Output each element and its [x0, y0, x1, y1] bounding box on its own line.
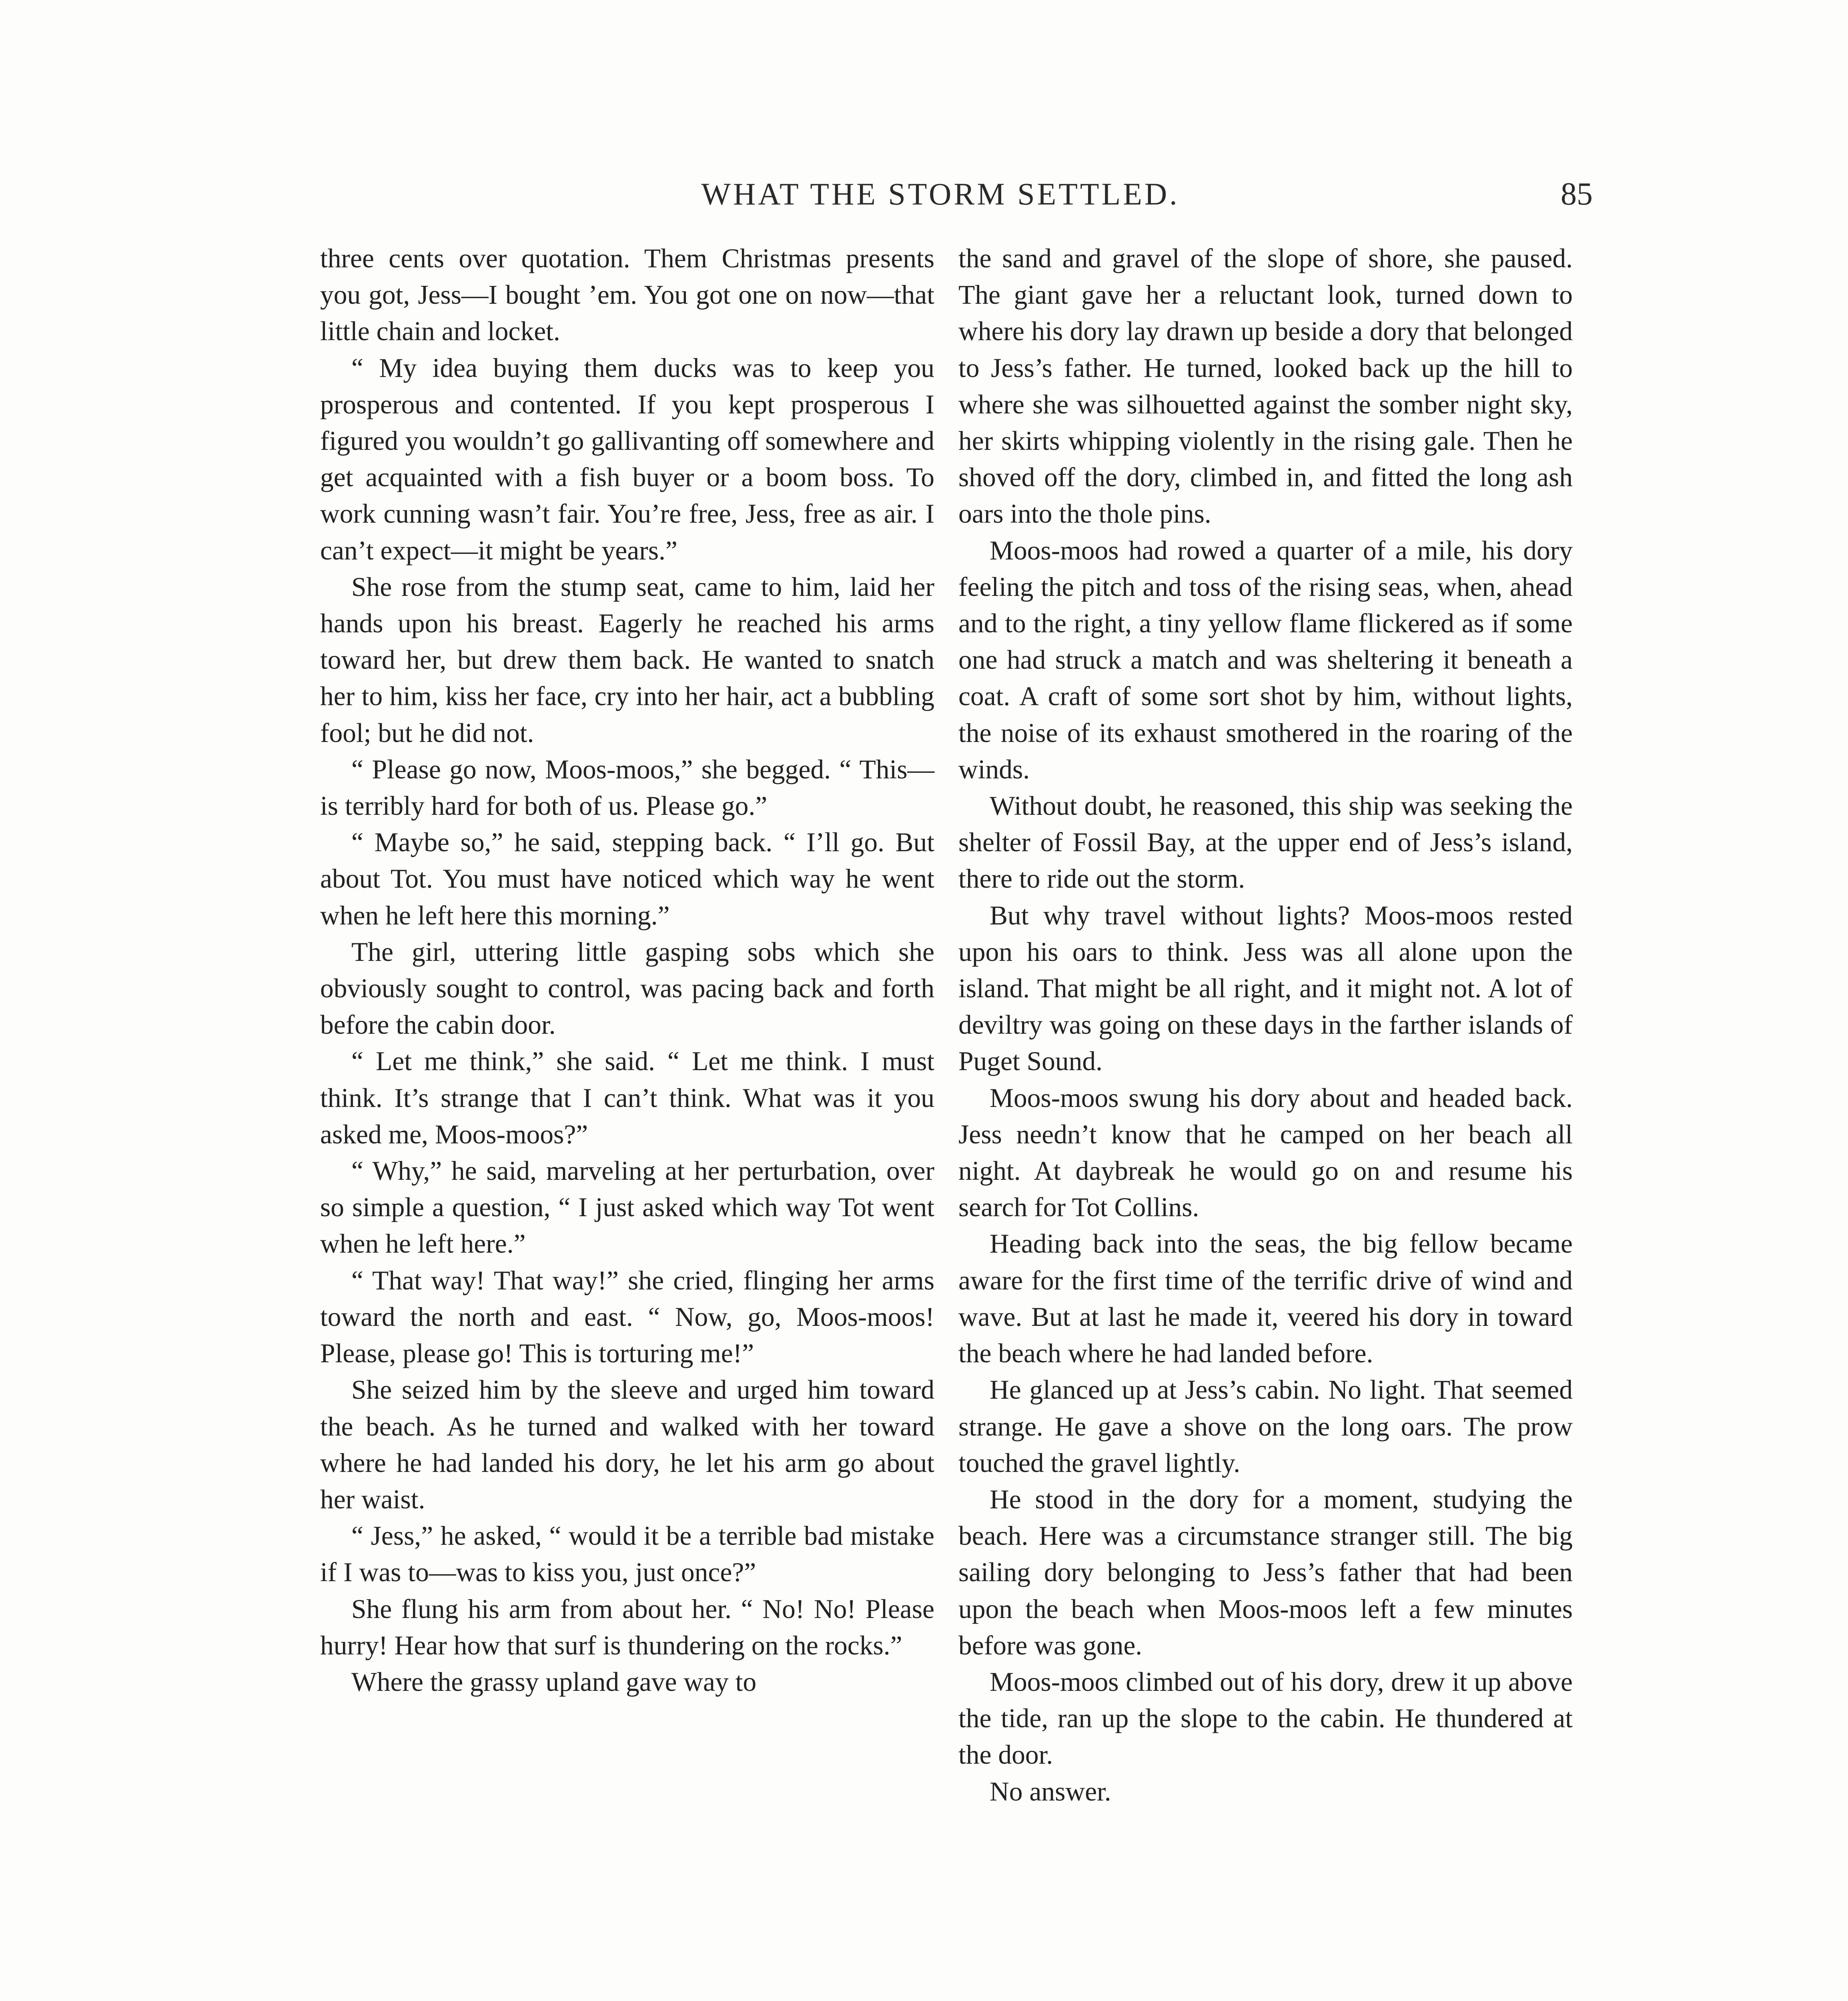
paragraph: Moos-moos had rowed a quarter of a mile, his dory feeling the pitch and toss of the rising seas, when, ahead and to the right, a tiny yellow flame flickered as if some one had struck a match and was sheltering it beneath a coat. A craft of some sort shot by him, without lights, the noise of its exhaust smothered in the roaring of the winds.	[958, 535, 1573, 784]
paragraph: Moos-moos climbed out of his dory, drew it up above the tide, ran up the slope to the cabin. He thundered at the door.	[958, 1666, 1573, 1770]
paragraph: three cents over quotation. Them Christmas presents you got, Jess—I bought ’em. You got one on now—that little chain and locket.	[320, 243, 934, 347]
paragraph: “ Why,” he said, marveling at her perturbation, over so simple a question, “ I just asked which way Tot went when he left here.”	[320, 1156, 934, 1259]
paragraph: Heading back into the seas, the big fellow became aware for the first time of the terrific drive of wind and wave. But at last he made it, veered his dory in toward the beach where he had landed before.	[958, 1229, 1573, 1369]
paragraph: She seized him by the sleeve and urged him toward the beach. As he turned and walked with her toward where he had landed his dory, he let his arm go about her waist.	[320, 1375, 934, 1514]
page-number: 85	[1561, 176, 1593, 212]
running-title: WHAT THE STORM SETTLED.	[701, 176, 1180, 211]
paragraph: “ My idea buying them ducks was to keep you prosperous and contented. If you kept prosperous I figured you wouldn’t go gallivanting off somewhere and get acquainted with a fish buyer or a boom boss. To work cunning wasn’t fair. You’re free, Jess, free as air. I can’t expect—it might be years.”	[320, 353, 934, 565]
paragraph: Moos-moos swung his dory about and headed back. Jess needn’t know that he camped on her beach all night. At daybreak he would go on and resume his search for Tot Collins.	[958, 1083, 1573, 1223]
paragraph: “ Please go now, Moos-moos,” she begged. “ This—is terribly hard for both of us. Please go.”	[320, 754, 934, 821]
paragraph: “ Jess,” he asked, “ would it be a terrible bad mistake if I was to—was to kiss you, just once?”	[320, 1521, 934, 1588]
paragraph: But why travel without lights? Moos-moos rested upon his oars to think. Jess was all alone upon the island. That might be all right, and it might not. A lot of deviltry was going on these days in the farther islands of Puget Sound.	[958, 900, 1573, 1077]
paragraph: “ Let me think,” she said. “ Let me think. I must think. It’s strange that I can’t think. What was it you asked me, Moos-moos?”	[320, 1046, 934, 1149]
paragraph: Where the grassy upland gave way to	[351, 1666, 757, 1697]
running-head	[320, 172, 1593, 216]
right-column	[958, 240, 1573, 1810]
paragraph: She rose from the stump seat, came to him, laid her hands upon his breast. Eagerly he reached his arms toward her, but drew them back. He wanted to snatch her to him, kiss her face, cry into her hair, act a bubbling fool; but he did not.	[320, 571, 934, 748]
paragraph: He stood in the dory for a moment, studying the beach. Here was a circumstance stranger still. The big sailing dory belonging to Jess’s father that had been upon the beach when Moos-moos left a few minutes before was gone.	[958, 1484, 1573, 1660]
paragraph: No answer.	[990, 1776, 1111, 1807]
paragraph: “ That way! That way!” she cried, flinging her arms toward the north and east. “ Now, go, Moos-moos! Please, please go! This is torturing me!”	[320, 1265, 934, 1369]
paragraph: Without doubt, he reasoned, this ship was seeking the shelter of Fossil Bay, at the upper end of Jess’s island, there to ride out the storm.	[958, 791, 1573, 894]
paragraph: The girl, uttering little gasping sobs which she obviously sought to control, was pacing back and forth before the cabin door.	[320, 936, 934, 1040]
paragraph: “ Maybe so,” he said, stepping back. “ I’ll go. But about Tot. You must have noticed which way he went when he left here this morning.”	[320, 827, 934, 930]
paragraph: She flung his arm from about her. “ No! No! Please hurry! Hear how that surf is thundering on the rocks.”	[320, 1594, 934, 1660]
paragraph: the sand and gravel of the slope of shore, she paused. The giant gave her a reluctant look, turned down to where his dory lay drawn up beside a dory that belonged to Jess’s father. He turned, looked back up the hill to where she was silhouetted against the somber night sky, her skirts whipping violently in the rising gale. Then he shoved off the dory, climbed in, and fitted the long ash oars into the thole pins.	[958, 243, 1573, 529]
paragraph: He glanced up at Jess’s cabin. No light. That seemed strange. He gave a shove on the long oars. The prow touched the gravel lightly.	[958, 1375, 1573, 1478]
left-column	[320, 240, 934, 1700]
